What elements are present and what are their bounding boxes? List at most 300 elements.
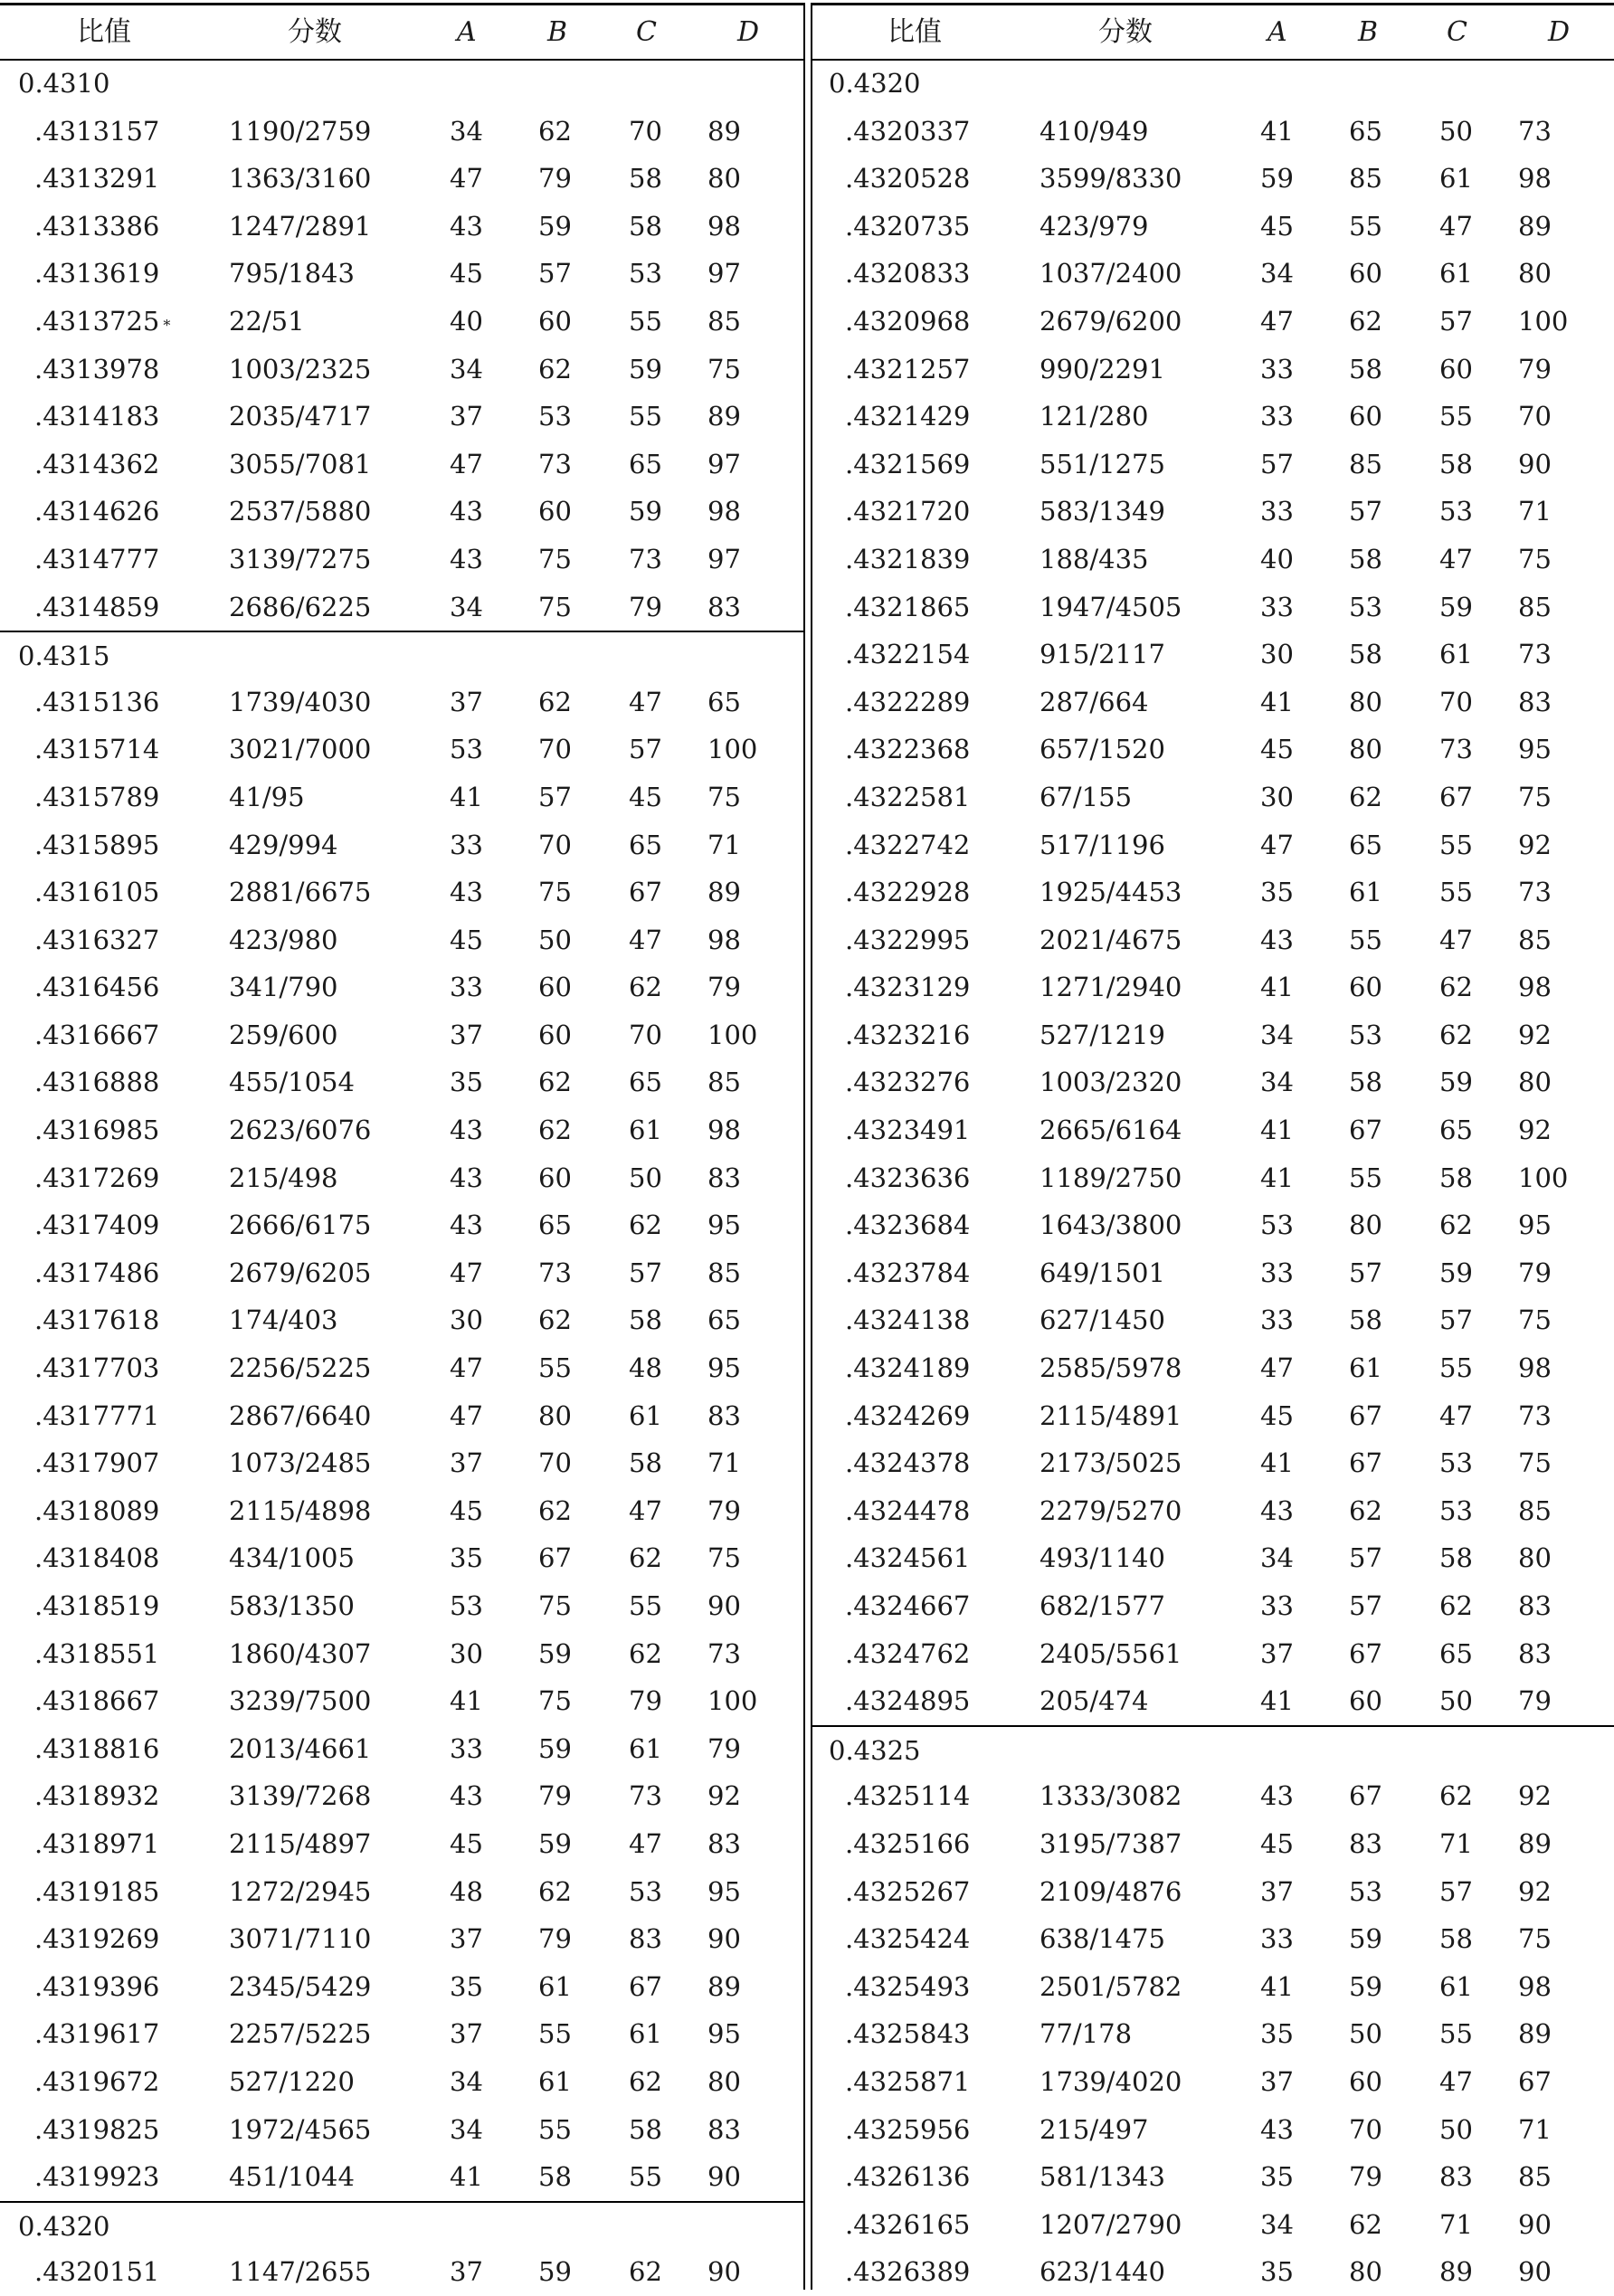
fraction-cell: 638/1475 (1040, 1923, 1165, 1955)
c-cell: 57 (629, 734, 662, 765)
b-cell: 75 (538, 877, 572, 908)
a-cell: 40 (1260, 543, 1294, 574)
c-cell: 55 (1439, 877, 1473, 908)
table-body-right (811, 60, 1614, 2296)
ratio-cell: .4320735 (845, 210, 971, 242)
a-cell: 41 (1260, 972, 1294, 1003)
ratio-cell: .4315136 (34, 686, 160, 717)
table-row (0, 1011, 803, 1059)
ratio-cell: .4317409 (34, 1210, 160, 1241)
column-divider (803, 3, 805, 2290)
c-cell: 89 (1439, 2256, 1473, 2288)
fraction-cell: 795/1843 (229, 258, 355, 289)
c-cell: 57 (1439, 1875, 1473, 1907)
a-cell: 34 (1260, 1019, 1294, 1050)
header-d: D (737, 16, 760, 48)
ratio-cell: .4323636 (845, 1162, 971, 1193)
a-cell: 47 (450, 448, 483, 479)
b-cell: 75 (538, 591, 572, 622)
d-cell: 97 (707, 543, 741, 574)
a-cell: 30 (450, 1637, 483, 1669)
ratio-cell: .4317703 (34, 1352, 160, 1384)
b-cell: 62 (1349, 781, 1382, 812)
d-cell: 90 (707, 2256, 741, 2288)
a-cell: 41 (1260, 1115, 1294, 1146)
c-cell: 58 (629, 210, 662, 242)
d-cell: 73 (1518, 115, 1552, 147)
ratio-cell: .4320968 (845, 305, 971, 337)
ratio-cell: .4314626 (34, 496, 160, 527)
ratio-cell: .4324138 (845, 1305, 971, 1336)
fraction-cell: 2109/4876 (1040, 1875, 1182, 1907)
b-cell: 75 (538, 1590, 572, 1621)
c-cell: 67 (1439, 781, 1473, 812)
b-cell: 80 (1349, 2256, 1382, 2288)
d-cell: 100 (707, 1019, 758, 1050)
b-cell: 73 (538, 1257, 572, 1288)
a-cell: 41 (1260, 1162, 1294, 1193)
b-cell: 57 (1349, 1590, 1382, 1621)
d-cell: 73 (1518, 1399, 1552, 1431)
fraction-cell: 493/1140 (1040, 1542, 1165, 1574)
ratio-cell: .4317269 (34, 1162, 160, 1193)
table-row (811, 155, 1614, 203)
ratio-cell: .4319185 (34, 1875, 160, 1907)
fraction-cell: 259/600 (229, 1019, 338, 1050)
a-cell: 37 (1260, 1875, 1294, 1907)
d-cell: 92 (1518, 1875, 1552, 1907)
d-cell: 92 (707, 1780, 741, 1812)
b-cell: 55 (538, 2113, 572, 2145)
fraction-cell: 2686/6225 (229, 591, 372, 622)
ratio-cell: .4322368 (845, 734, 971, 765)
a-cell: 37 (1260, 1637, 1294, 1669)
c-cell: 53 (1439, 496, 1473, 527)
ratio-cell: .4325424 (845, 1923, 971, 1955)
table-row (0, 203, 803, 251)
a-cell: 35 (450, 1542, 483, 1574)
d-cell: 83 (707, 2113, 741, 2145)
ratio-cell: .4324378 (845, 1447, 971, 1479)
b-cell: 60 (1349, 401, 1382, 432)
b-cell: 60 (1349, 2065, 1382, 2097)
table-row (0, 1915, 803, 1963)
ratio-cell: .4325956 (845, 2113, 971, 2145)
b-cell: 70 (538, 829, 572, 860)
ratio-cell: .4313291 (34, 163, 160, 194)
a-cell: 33 (1260, 496, 1294, 527)
b-cell: 67 (1349, 1637, 1382, 1669)
fraction-cell: 583/1350 (229, 1590, 355, 1621)
ratio-cell: .4318932 (34, 1780, 160, 1812)
b-cell: 58 (1349, 353, 1382, 384)
table-row (0, 1963, 803, 2011)
table-row (811, 2058, 1614, 2106)
table-row (0, 1201, 803, 1249)
a-cell: 41 (1260, 1447, 1294, 1479)
fraction-cell: 2537/5880 (229, 496, 372, 527)
d-cell: 89 (707, 401, 741, 432)
ratio-cell: .4317771 (34, 1399, 160, 1431)
d-cell: 90 (707, 2161, 741, 2193)
c-cell: 67 (629, 877, 662, 908)
table-row (0, 2010, 803, 2058)
header-fraction: 分数 (1098, 16, 1153, 48)
c-cell: 48 (629, 1352, 662, 1384)
fraction-cell: 990/2291 (1040, 353, 1165, 384)
a-cell: 43 (450, 210, 483, 242)
a-cell: 57 (1260, 448, 1294, 479)
fraction-cell: 1271/2940 (1040, 972, 1182, 1003)
table-row (0, 1106, 803, 1154)
d-cell: 80 (707, 163, 741, 194)
d-cell: 80 (1518, 1067, 1552, 1098)
a-cell: 34 (1260, 258, 1294, 289)
d-cell: 90 (707, 1590, 741, 1621)
d-cell: 98 (1518, 1352, 1552, 1384)
table-row (0, 1582, 803, 1630)
b-cell: 59 (538, 1732, 572, 1764)
a-cell: 53 (450, 734, 483, 765)
d-cell: 95 (1518, 1210, 1552, 1241)
ratio-cell: .4325166 (845, 1827, 971, 1859)
ratio-cell: .4313386 (34, 210, 160, 242)
c-cell: 47 (629, 1827, 662, 1859)
b-cell: 50 (538, 924, 572, 955)
ratio-cell: .4318519 (34, 1590, 160, 1621)
table-row (811, 2201, 1614, 2249)
fraction-cell: 682/1577 (1040, 1590, 1165, 1621)
ratio-cell: .4326136 (845, 2161, 971, 2193)
ratio-cell: .4319825 (34, 2113, 160, 2145)
ratio-cell: .4324762 (845, 1637, 971, 1669)
fraction-cell: 22/51 (229, 305, 305, 337)
ratio-cell: .4325843 (845, 2018, 971, 2050)
b-cell: 79 (538, 163, 572, 194)
ratio-cell: .4315714 (34, 734, 160, 765)
ratio-cell: .4321865 (845, 591, 971, 622)
b-cell: 58 (1349, 1067, 1382, 1098)
d-cell: 98 (707, 924, 741, 955)
b-cell: 70 (1349, 2113, 1382, 2145)
table-row (811, 1058, 1614, 1106)
a-cell: 33 (450, 1732, 483, 1764)
d-cell: 90 (707, 1923, 741, 1955)
header-d: D (1548, 16, 1571, 48)
c-cell: 58 (629, 1447, 662, 1479)
b-cell: 58 (1349, 639, 1382, 670)
d-cell: 79 (1518, 1685, 1552, 1717)
b-cell: 57 (1349, 496, 1382, 527)
a-cell: 53 (1260, 1210, 1294, 1241)
fraction-cell: 657/1520 (1040, 734, 1165, 765)
ratio-cell: .4322742 (845, 829, 971, 860)
b-cell: 62 (538, 1305, 572, 1336)
table-row (0, 298, 803, 346)
b-cell: 60 (1349, 258, 1382, 289)
a-cell: 45 (1260, 734, 1294, 765)
fraction-cell: 1643/3800 (1040, 1210, 1182, 1241)
fraction-cell: 2279/5270 (1040, 1494, 1182, 1526)
b-cell: 67 (1349, 1447, 1382, 1479)
table-row (811, 393, 1614, 441)
a-cell: 37 (450, 1019, 483, 1050)
c-cell: 47 (629, 686, 662, 717)
fraction-cell: 627/1450 (1040, 1305, 1165, 1336)
a-cell: 33 (1260, 1923, 1294, 1955)
c-cell: 58 (1439, 1542, 1473, 1574)
table-row (0, 1392, 803, 1440)
b-cell: 80 (1349, 1210, 1382, 1241)
ratio-cell: .4318667 (34, 1685, 160, 1717)
fraction-cell: 527/1219 (1040, 1019, 1165, 1050)
c-cell: 59 (629, 496, 662, 527)
b-cell: 60 (538, 1019, 572, 1050)
a-cell: 34 (450, 115, 483, 147)
d-cell: 92 (1518, 829, 1552, 860)
c-cell: 65 (629, 1067, 662, 1098)
b-cell: 61 (1349, 877, 1382, 908)
c-cell: 55 (1439, 1352, 1473, 1384)
table-row (0, 1058, 803, 1106)
ratio-cell: .4313978 (34, 353, 160, 384)
table-row (811, 1487, 1614, 1535)
d-cell: 92 (1518, 1115, 1552, 1146)
c-cell: 55 (629, 401, 662, 432)
b-cell: 60 (1349, 1685, 1382, 1717)
header-a: A (1267, 16, 1287, 48)
d-cell: 79 (1518, 1257, 1552, 1288)
b-cell: 85 (1349, 163, 1382, 194)
b-cell: 58 (1349, 543, 1382, 574)
ratio-cell: .4316667 (34, 1019, 160, 1050)
table-row (0, 108, 803, 156)
ratio-cell: .4318971 (34, 1827, 160, 1859)
d-cell: 85 (1518, 2161, 1552, 2193)
d-cell: 79 (707, 972, 741, 1003)
fraction-cell: 1189/2750 (1040, 1162, 1182, 1193)
fraction-cell: 1147/2655 (229, 2256, 372, 2288)
ratio-cell: .4321569 (845, 448, 971, 479)
fraction-cell: 2345/5429 (229, 1970, 372, 2002)
fraction-cell: 2679/6205 (229, 1257, 372, 1288)
a-cell: 41 (450, 2161, 483, 2193)
table-row (811, 1963, 1614, 2011)
d-cell: 75 (1518, 543, 1552, 574)
fraction-cell: 1207/2790 (1040, 2208, 1182, 2240)
ratio-cell: .4320337 (845, 115, 971, 147)
c-cell: 62 (1439, 1210, 1473, 1241)
c-cell: 67 (629, 1970, 662, 2002)
d-cell: 85 (707, 1067, 741, 1098)
table-row (811, 1439, 1614, 1487)
table-row (0, 1439, 803, 1487)
fraction-cell: 1247/2891 (229, 210, 372, 242)
b-cell: 59 (538, 2256, 572, 2288)
footnote-marker: * (163, 316, 171, 334)
b-cell: 83 (1349, 1827, 1382, 1859)
fraction-cell: 188/435 (1040, 543, 1149, 574)
ratio-cell: .4313725 * (34, 305, 171, 337)
c-cell: 73 (629, 543, 662, 574)
a-cell: 45 (1260, 210, 1294, 242)
fraction-cell: 3599/8330 (1040, 163, 1182, 194)
table-row (811, 1582, 1614, 1630)
d-cell: 97 (707, 448, 741, 479)
a-cell: 35 (450, 1970, 483, 2002)
d-cell: 89 (707, 1970, 741, 2002)
c-cell: 55 (629, 305, 662, 337)
a-cell: 34 (1260, 1067, 1294, 1098)
d-cell: 90 (1518, 448, 1552, 479)
table-row (0, 1296, 803, 1344)
group-label: 0.4320 (18, 2210, 110, 2242)
d-cell: 92 (1518, 1780, 1552, 1812)
header-c: C (1447, 16, 1467, 48)
c-cell: 71 (1439, 1827, 1473, 1859)
c-cell: 83 (1439, 2161, 1473, 2193)
a-cell: 33 (1260, 1305, 1294, 1336)
b-cell: 57 (538, 781, 572, 812)
b-cell: 79 (1349, 2161, 1382, 2193)
ratio-cell: .4317907 (34, 1447, 160, 1479)
ratio-cell: .4313157 (34, 115, 160, 147)
a-cell: 37 (450, 401, 483, 432)
b-cell: 75 (538, 1685, 572, 1717)
fraction-cell: 67/155 (1040, 781, 1133, 812)
table-row (811, 488, 1614, 536)
fraction-cell: 2405/5561 (1040, 1637, 1182, 1669)
fraction-cell: 434/1005 (229, 1542, 355, 1574)
b-cell: 67 (538, 1542, 572, 1574)
a-cell: 47 (1260, 1352, 1294, 1384)
table-row (811, 1249, 1614, 1297)
fraction-cell: 287/664 (1040, 686, 1149, 717)
table-row (0, 2058, 803, 2106)
table-row (0, 1725, 803, 1773)
fraction-cell: 410/949 (1040, 115, 1149, 147)
b-cell: 62 (1349, 305, 1382, 337)
c-cell: 59 (1439, 1257, 1473, 1288)
ratio-cell: .4324895 (845, 1685, 971, 1717)
table-row (0, 1534, 803, 1582)
d-cell: 75 (1518, 781, 1552, 812)
b-cell: 53 (1349, 591, 1382, 622)
fraction-cell: 1190/2759 (229, 115, 372, 147)
header-a: A (457, 16, 477, 48)
table-row (0, 250, 803, 298)
d-cell: 89 (707, 115, 741, 147)
d-cell: 75 (707, 1542, 741, 1574)
table-row (0, 1772, 803, 1820)
table-row (0, 441, 803, 489)
a-cell: 47 (450, 1257, 483, 1288)
a-cell: 37 (450, 686, 483, 717)
fraction-cell: 1003/2320 (1040, 1067, 1182, 1098)
b-cell: 62 (1349, 2208, 1382, 2240)
a-cell: 41 (450, 781, 483, 812)
table-row (0, 1249, 803, 1297)
d-cell: 79 (1518, 353, 1552, 384)
b-cell: 75 (538, 543, 572, 574)
fraction-cell: 623/1440 (1040, 2256, 1165, 2288)
c-cell: 62 (629, 972, 662, 1003)
c-cell: 61 (629, 1732, 662, 1764)
table-panel-left (0, 0, 803, 2290)
b-cell: 55 (1349, 924, 1382, 955)
a-cell: 37 (1260, 2065, 1294, 2097)
b-cell: 62 (538, 1875, 572, 1907)
c-cell: 58 (1439, 448, 1473, 479)
d-cell: 80 (707, 2065, 741, 2097)
b-cell: 55 (538, 1352, 572, 1384)
a-cell: 30 (1260, 781, 1294, 812)
table-row (811, 821, 1614, 869)
c-cell: 73 (1439, 734, 1473, 765)
d-cell: 100 (1518, 1162, 1569, 1193)
table-row (0, 2106, 803, 2154)
b-cell: 60 (538, 496, 572, 527)
a-cell: 43 (450, 877, 483, 908)
fraction-cell: 2501/5782 (1040, 1970, 1182, 2002)
d-cell: 75 (1518, 1923, 1552, 1955)
a-cell: 47 (1260, 305, 1294, 337)
b-cell: 70 (538, 1447, 572, 1479)
a-cell: 45 (450, 1827, 483, 1859)
c-cell: 50 (1439, 1685, 1473, 1717)
a-cell: 45 (450, 1494, 483, 1526)
table-row (811, 1392, 1614, 1440)
ratio-cell: .4323216 (845, 1019, 971, 1050)
a-cell: 34 (450, 591, 483, 622)
ratio-cell: .4319672 (34, 2065, 160, 2097)
fraction-cell: 429/994 (229, 829, 338, 860)
ratio-cell: .4324561 (845, 1542, 971, 1574)
table-panel-right (811, 0, 1614, 2290)
table-row (811, 1201, 1614, 1249)
c-cell: 59 (629, 353, 662, 384)
d-cell: 65 (707, 1305, 741, 1336)
b-cell: 85 (1349, 448, 1382, 479)
c-cell: 55 (1439, 401, 1473, 432)
c-cell: 61 (1439, 639, 1473, 670)
ratio-cell: .4318089 (34, 1494, 160, 1526)
table-row (811, 916, 1614, 964)
a-cell: 45 (1260, 1399, 1294, 1431)
b-cell: 55 (1349, 1162, 1382, 1193)
a-cell: 30 (1260, 639, 1294, 670)
a-cell: 43 (1260, 1494, 1294, 1526)
c-cell: 61 (1439, 1970, 1473, 2002)
ratio-cell: .4319269 (34, 1923, 160, 1955)
header-fraction: 分数 (288, 16, 342, 48)
table-row (811, 441, 1614, 489)
b-cell: 57 (538, 258, 572, 289)
c-cell: 62 (629, 2256, 662, 2288)
ratio-cell: .4313619 (34, 258, 160, 289)
fraction-cell: 2867/6640 (229, 1399, 372, 1431)
b-cell: 62 (1349, 1494, 1382, 1526)
c-cell: 57 (629, 1257, 662, 1288)
d-cell: 71 (707, 829, 741, 860)
fraction-cell: 3021/7000 (229, 734, 372, 765)
ratio-cell: .4315895 (34, 829, 160, 860)
table-row (0, 916, 803, 964)
fraction-cell: 2021/4675 (1040, 924, 1182, 955)
b-cell: 50 (1349, 2018, 1382, 2050)
table-row (0, 1820, 803, 1868)
table-row (811, 346, 1614, 394)
